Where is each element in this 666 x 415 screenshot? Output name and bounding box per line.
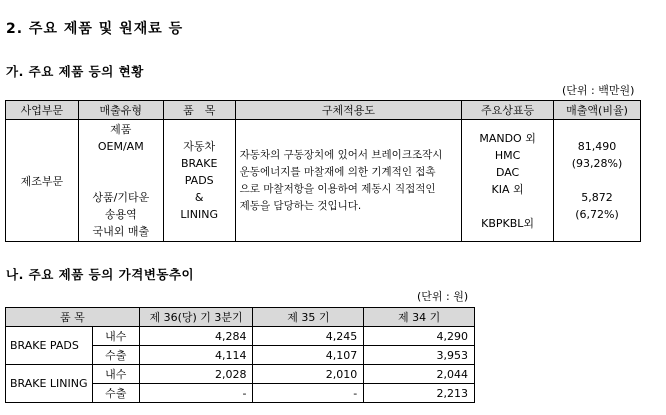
sales-type-cell [78, 120, 163, 242]
sales-type-line: OEM/AM [97, 140, 144, 153]
division-cell: 제조부문 [6, 120, 79, 242]
price-36: 4,284 [139, 327, 253, 346]
usage-line: 자동차의 구동장치에 있어서 브레이크조작시 [239, 148, 443, 161]
table-row [6, 327, 475, 346]
sales-cell [554, 120, 641, 242]
section-b-heading: 나. 주요 제품 등의 가격변동추이 [6, 267, 195, 282]
price-34: 4,290 [364, 327, 475, 346]
item-line: LINING [180, 208, 218, 221]
page-title: 2. 주요 제품 및 원재료 등 [6, 21, 184, 37]
price-35: 2,010 [253, 365, 364, 384]
sales-type: 내수 [92, 365, 139, 384]
item-line: 자동차 [183, 140, 216, 153]
sales-type: 수출 [92, 346, 139, 365]
price-35: - [253, 384, 364, 403]
sales-value: 81,490 [577, 140, 617, 153]
header-period-34: 제 34 기 [364, 308, 475, 327]
sales-value: 5,872 [581, 191, 613, 204]
header-brand: 주요상표등 [462, 101, 554, 120]
price-header-row [6, 308, 475, 327]
item-line: & [194, 191, 204, 204]
sales-type: 수출 [92, 384, 139, 403]
usage-line: 운동에너지를 마찰재에 의한 기계적인 접촉 [239, 165, 436, 178]
item-line: PADS [184, 174, 214, 187]
header-period-36: 제 36(당) 기 3분기 [139, 308, 253, 327]
price-36: 4,114 [139, 346, 253, 365]
price-34: 3,953 [364, 346, 475, 365]
price-34: 2,044 [364, 365, 475, 384]
brand-line: HMC [494, 148, 521, 162]
header-period-35: 제 35 기 [253, 308, 364, 327]
brand-line: DAC [495, 165, 520, 179]
products-row [6, 120, 641, 242]
price-36: - [139, 384, 253, 403]
sales-ratio: (93,28%) [571, 157, 623, 170]
brand-cell [462, 120, 554, 242]
section-a-unit: (단위 : 백만원) [562, 84, 635, 97]
usage-cell [235, 120, 462, 242]
products-header-row [6, 101, 641, 120]
header-division: 사업부문 [6, 101, 79, 120]
header-usage: 구체적용도 [235, 101, 462, 120]
table-row [6, 365, 475, 384]
header-product: 품 목 [6, 308, 140, 327]
price-35: 4,245 [253, 327, 364, 346]
brand-line: MANDO 외 [479, 131, 536, 145]
section-a-heading: 가. 주요 제품 등의 현황 [6, 64, 144, 79]
price-table [5, 307, 475, 403]
sales-type-line: 송용역 [104, 208, 137, 221]
sales-type-line: 국내외 매출 [92, 225, 150, 238]
sales-type-line: 제품 [110, 123, 132, 136]
product-name: BRAKE LINING [6, 365, 93, 403]
section-b-unit: (단위 : 원) [417, 290, 469, 303]
usage-line: 으로 마찰저항을 이용하여 제동시 직접적인 [239, 182, 436, 195]
brand-line: KIA 외 [491, 182, 524, 196]
price-34: 2,213 [364, 384, 475, 403]
price-36: 2,028 [139, 365, 253, 384]
usage-line: 제동을 담당하는 것입니다. [239, 199, 362, 212]
sales-type: 내수 [92, 327, 139, 346]
item-cell [163, 120, 235, 242]
sales-ratio: (6,72%) [575, 208, 619, 221]
price-35: 4,107 [253, 346, 364, 365]
item-line: BRAKE [180, 157, 218, 170]
products-table [5, 100, 641, 242]
product-name: BRAKE PADS [6, 327, 93, 365]
brand-line: KBPKBL외 [481, 216, 535, 230]
header-item: 품 목 [163, 101, 235, 120]
sales-type-line: 상품/기타운 [92, 191, 150, 204]
header-sales: 매출액(비율) [554, 101, 641, 120]
header-sales-type: 매출유형 [78, 101, 163, 120]
